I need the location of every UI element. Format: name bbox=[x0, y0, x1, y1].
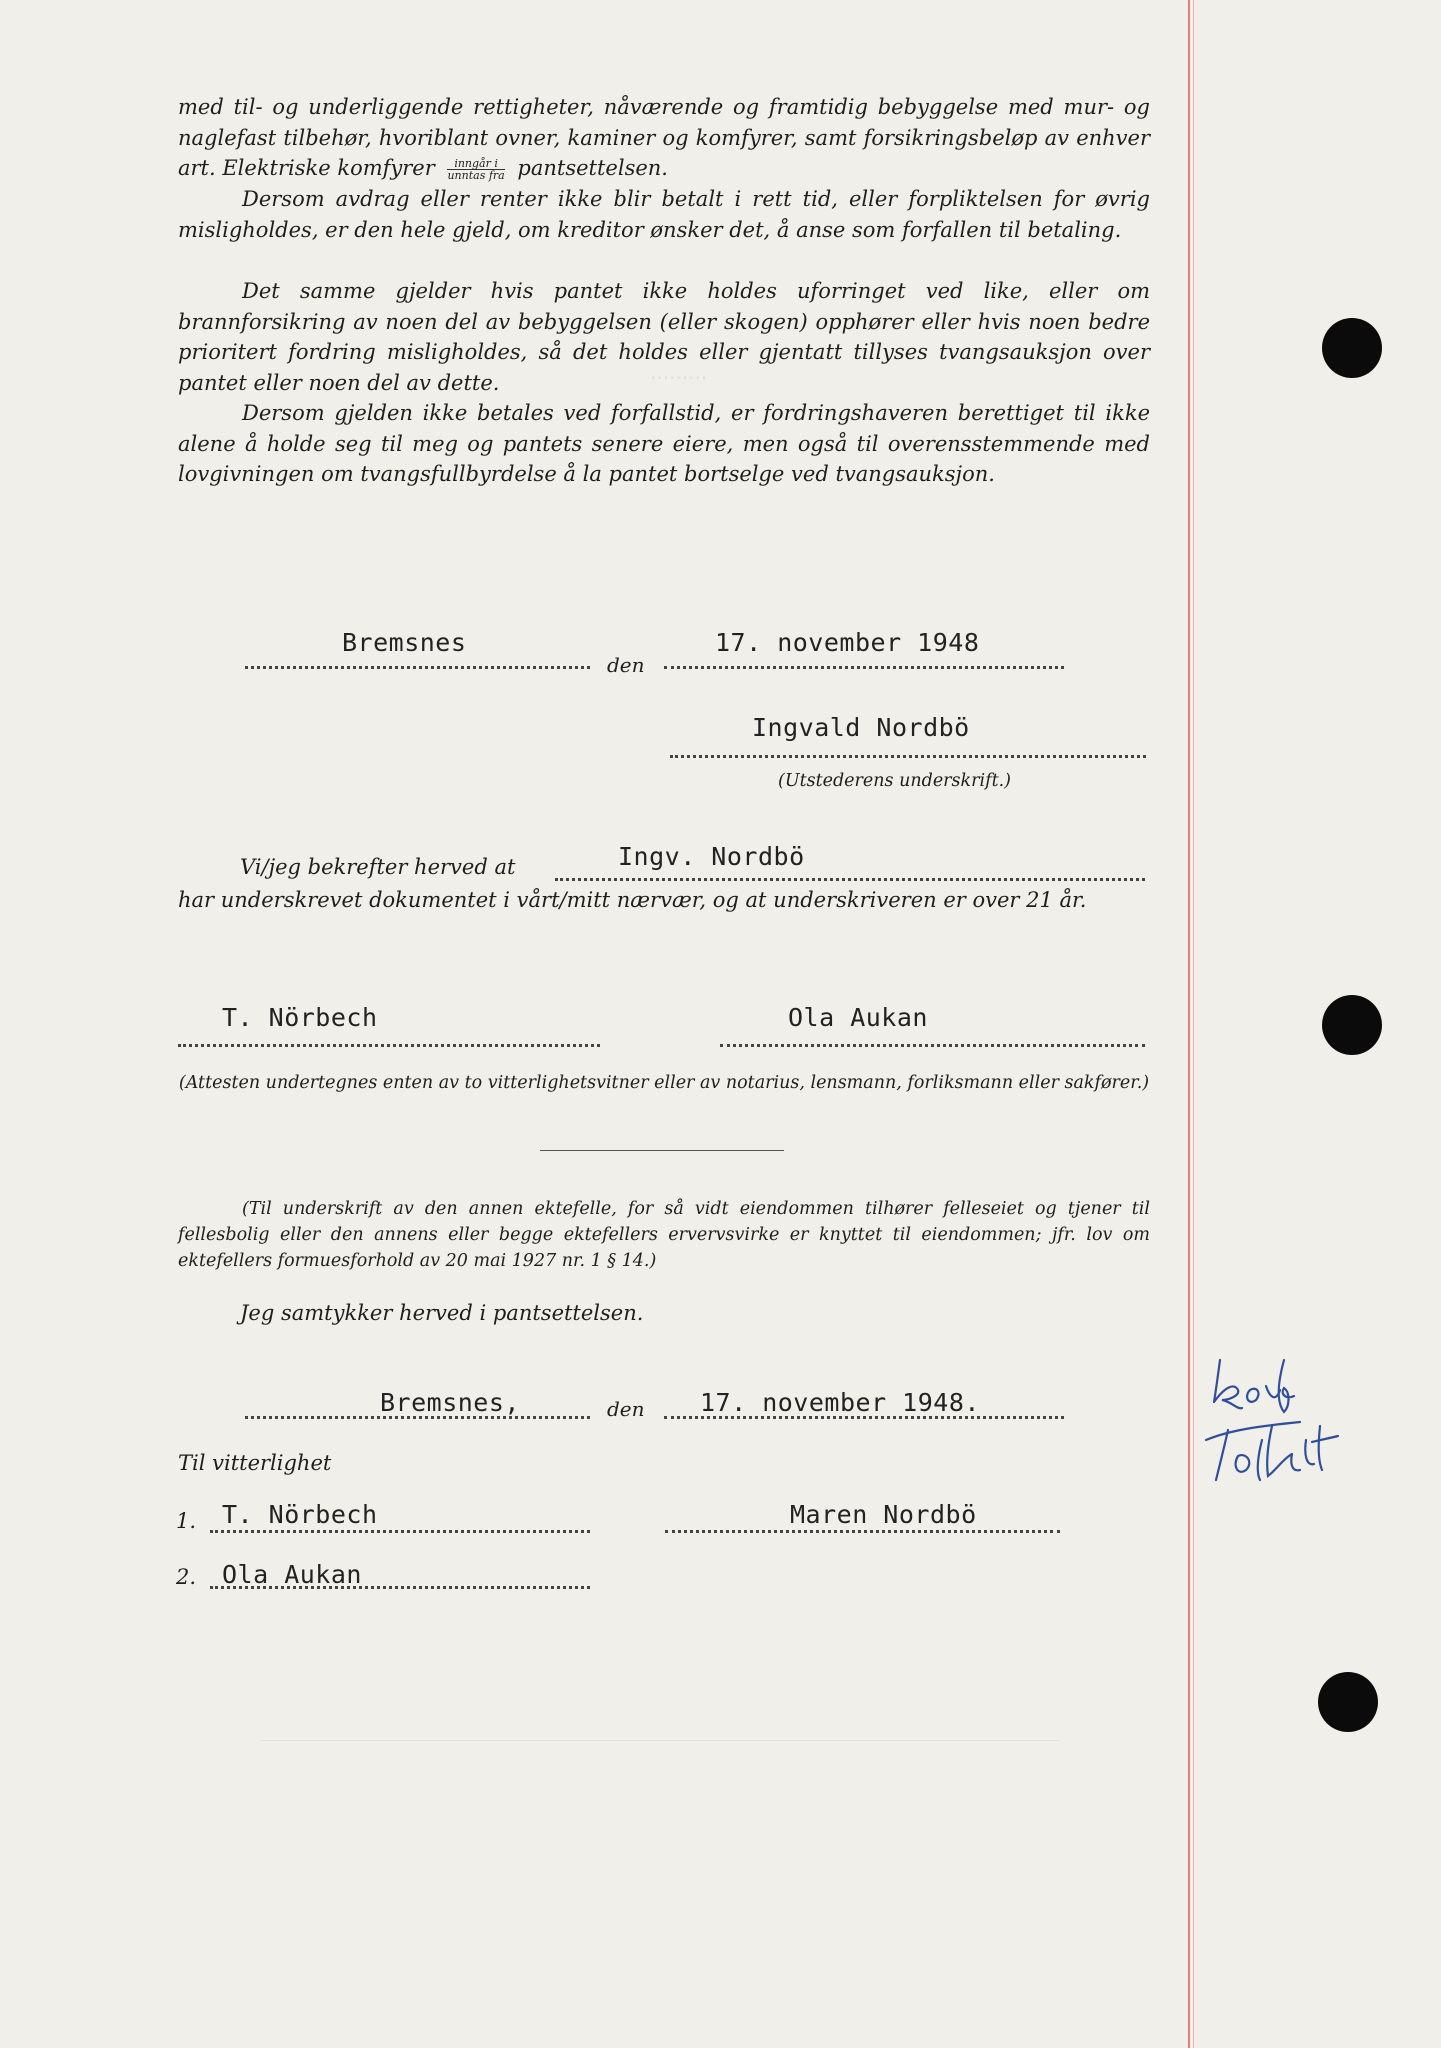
bleed-through-mark: ......... bbox=[650, 360, 708, 384]
witness-right-dotted-line bbox=[720, 1044, 1145, 1047]
spouse-name: Maren Nordbö bbox=[790, 1500, 977, 1529]
witness-1-dotted-line bbox=[210, 1530, 590, 1533]
spouse-note: (Til underskrift av den annen ektefelle, for så vidt eiendommen tilhører felleseiet og tjener til fellesbolig eller den annens eller begge ektefellers ervervsvirke er knyttet til eiendommen; jfr. lov om ektefellers formuesforhold av 20 mai 1927 nr. 1 § 14.) bbox=[178, 1199, 1150, 1271]
spouse-date: 17. november 1948. bbox=[700, 1388, 980, 1417]
witness-left: T. Nörbech bbox=[222, 1003, 378, 1032]
punch-hole-bottom bbox=[1318, 1672, 1378, 1732]
paragraph-rights bbox=[178, 92, 1150, 184]
issue-place: Bremsnes bbox=[342, 628, 467, 657]
witness-number-1: 1. bbox=[176, 1509, 197, 1533]
spouse-witness-1: T. Nörbech bbox=[222, 1500, 378, 1529]
vitterlighet-label: Til vitterlighet bbox=[178, 1451, 332, 1475]
confirm-name: Ingv. Nordbö bbox=[618, 842, 805, 871]
fraction-top: inngår i bbox=[447, 158, 504, 170]
spouse-den-label: den bbox=[607, 1397, 645, 1421]
spouse-place-dotted-line bbox=[245, 1416, 590, 1419]
handwritten-annotation bbox=[1180, 1330, 1380, 1560]
punch-hole-top bbox=[1322, 318, 1382, 378]
witness-caption: (Attesten undertegnes enten av to vitterlighetsvitner eller av notarius, lensmann, forliksmann eller sakfører.) bbox=[178, 1073, 1150, 1093]
spouse-date-dotted-line bbox=[664, 1416, 1064, 1419]
issuer-caption: (Utstederens underskrift.) bbox=[778, 771, 1011, 791]
issuer-name: Ingvald Nordbö bbox=[752, 713, 970, 742]
place-dotted-line bbox=[245, 666, 590, 669]
paragraph-rights-text: med til- og underliggende rettigheter, nåværende og framtidig bebyggelse med mur- og naglefast tilbehør, hvoriblant ovner, kaminer og komfyrer, samt forsikringsbeløp av enhver art. Elektriske komfyrer bbox=[178, 95, 1150, 180]
date-dotted-line bbox=[664, 666, 1064, 669]
confirm-text: har underskrevet dokumentet i vårt/mitt nærvær, og at underskriveren er over 21 år. bbox=[178, 888, 1087, 912]
paragraph-auction: Dersom gjelden ikke betales ved forfallstid, er fordringshaveren berettiget til ikke alene å holde seg til meg og pantets senere eiere, men også til overensstemmende med lovgivningen om tvangsfullbyrdelse å la pantet bortselge ved tvangsauksjon. bbox=[178, 401, 1150, 486]
witness-2-dotted-line bbox=[210, 1586, 590, 1589]
spouse-dotted-line bbox=[665, 1530, 1060, 1533]
issue-date: 17. november 1948 bbox=[715, 628, 980, 657]
paragraph-rights-end: pantsettelsen. bbox=[517, 156, 668, 180]
bleed-through-line bbox=[260, 1740, 1060, 1741]
paragraph-default: Dersom avdrag eller renter ikke blir betalt i rett tid, eller forpliktelsen for øvrig misligholdes, er den hele gjeld, om kreditor ønsker det, å anse som forfallen til betaling. bbox=[178, 187, 1150, 242]
issuer-dotted-line bbox=[670, 755, 1146, 758]
confirm-dotted-line bbox=[555, 878, 1145, 881]
margin-line bbox=[1188, 0, 1190, 2048]
margin-line-faint bbox=[1193, 0, 1194, 2048]
punch-hole-middle bbox=[1322, 995, 1382, 1055]
paragraph-insurance: Det samme gjelder hvis pantet ikke holdes uforringet ved like, eller om brannforsikring av noen del av bebyggelsen (eller skogen) opphører eller hvis noen bedre prioritert fordring misligholdes, så det holdes eller gjentatt tillyses tvangsauksjon over pantet eller noen del av dette. bbox=[178, 279, 1150, 395]
witness-number-2: 2. bbox=[176, 1565, 197, 1589]
den-label: den bbox=[607, 653, 645, 677]
inclusion-fraction bbox=[447, 158, 504, 181]
divider-rule bbox=[540, 1150, 784, 1151]
spouse-witness-2: Ola Aukan bbox=[222, 1560, 362, 1589]
witness-right: Ola Aukan bbox=[788, 1003, 928, 1032]
spouse-place: Bremsnes, bbox=[380, 1388, 520, 1417]
fraction-bottom: unntas fra bbox=[447, 169, 505, 182]
consent-text: Jeg samtykker herved i pantsettelsen. bbox=[240, 1301, 644, 1325]
confirm-prefix: Vi/jeg bekrefter herved at bbox=[240, 855, 516, 879]
witness-left-dotted-line bbox=[178, 1044, 600, 1047]
